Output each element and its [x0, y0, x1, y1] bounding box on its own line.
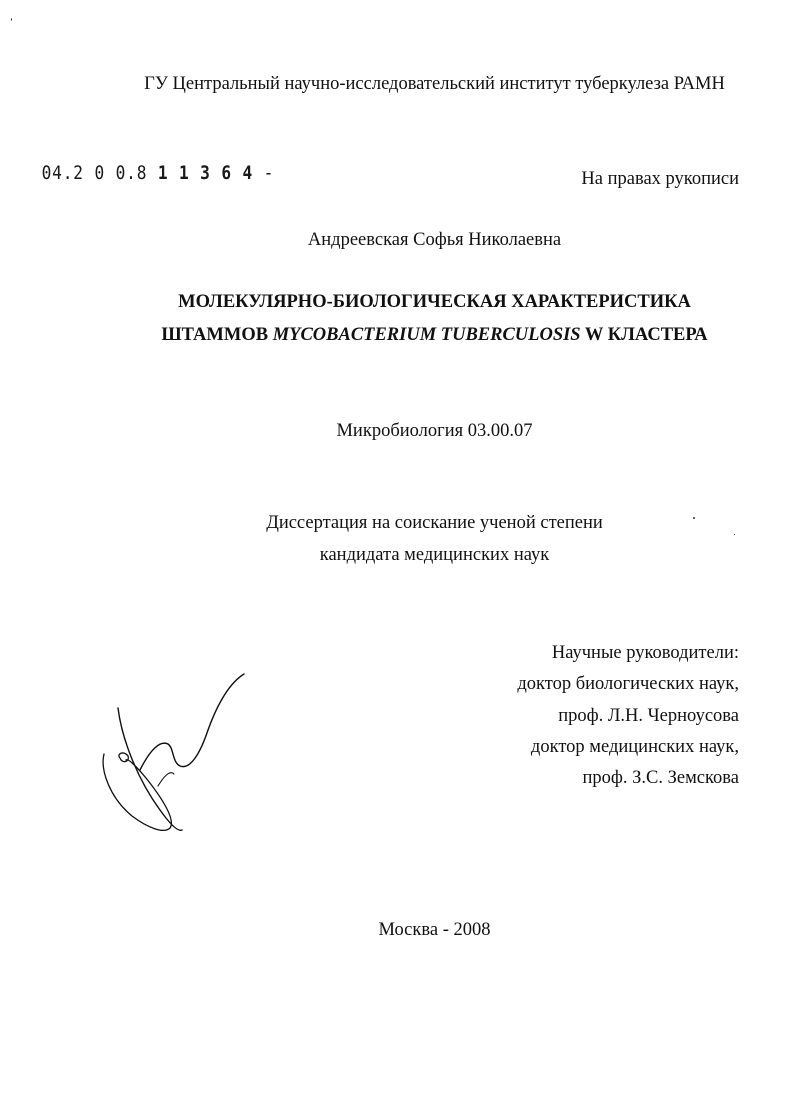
rights-note: На правах рукописи	[581, 169, 739, 189]
supervisors-heading: Научные руководители:	[551, 643, 739, 663]
scan-speck	[11, 18, 12, 21]
supervisor-line: доктор биологических наук,	[517, 674, 739, 695]
dissertation-title-line-2	[0, 325, 791, 346]
title-line-2-prefix: ШТАММОВ	[161, 325, 273, 345]
archive-stamp-number	[31, 162, 274, 184]
author-name: Андреевская Софья Николаевна	[307, 230, 562, 250]
stamp-suffix: -	[253, 162, 275, 184]
stamp-number: 1 1 3 6 4	[157, 162, 254, 184]
title-latin-species: MYCOBACTERIUM TUBERCULOSIS	[272, 325, 581, 345]
supervisor-line: проф. З.С. Земскова	[582, 768, 739, 789]
scan-speck	[734, 534, 735, 535]
supervisors-block	[517, 638, 739, 794]
institution-header: ГУ Центральный научно-исследовательский институт туберкулеза РАМН	[144, 74, 725, 94]
handwritten-signature	[98, 670, 258, 840]
degree-line-1: Диссертация на соискание ученой степени	[266, 513, 603, 533]
scan-speck	[693, 517, 695, 519]
supervisor-line: доктор медицинских наук,	[530, 736, 739, 757]
dissertation-title-line-1: МОЛЕКУЛЯРНО-БИОЛОГИЧЕСКАЯ ХАРАКТЕРИСТИКА	[178, 292, 691, 312]
supervisor-line: проф. Л.Н. Черноусова	[558, 705, 739, 726]
title-line-2-suffix: W КЛАСТЕРА	[580, 325, 708, 345]
city-year: Москва - 2008	[378, 920, 491, 940]
specialty-code: Микробиология 03.00.07	[336, 421, 533, 441]
degree-line-2: кандидата медицинских наук	[319, 545, 550, 565]
stamp-prefix: 04.2 0 0.8	[31, 162, 158, 184]
